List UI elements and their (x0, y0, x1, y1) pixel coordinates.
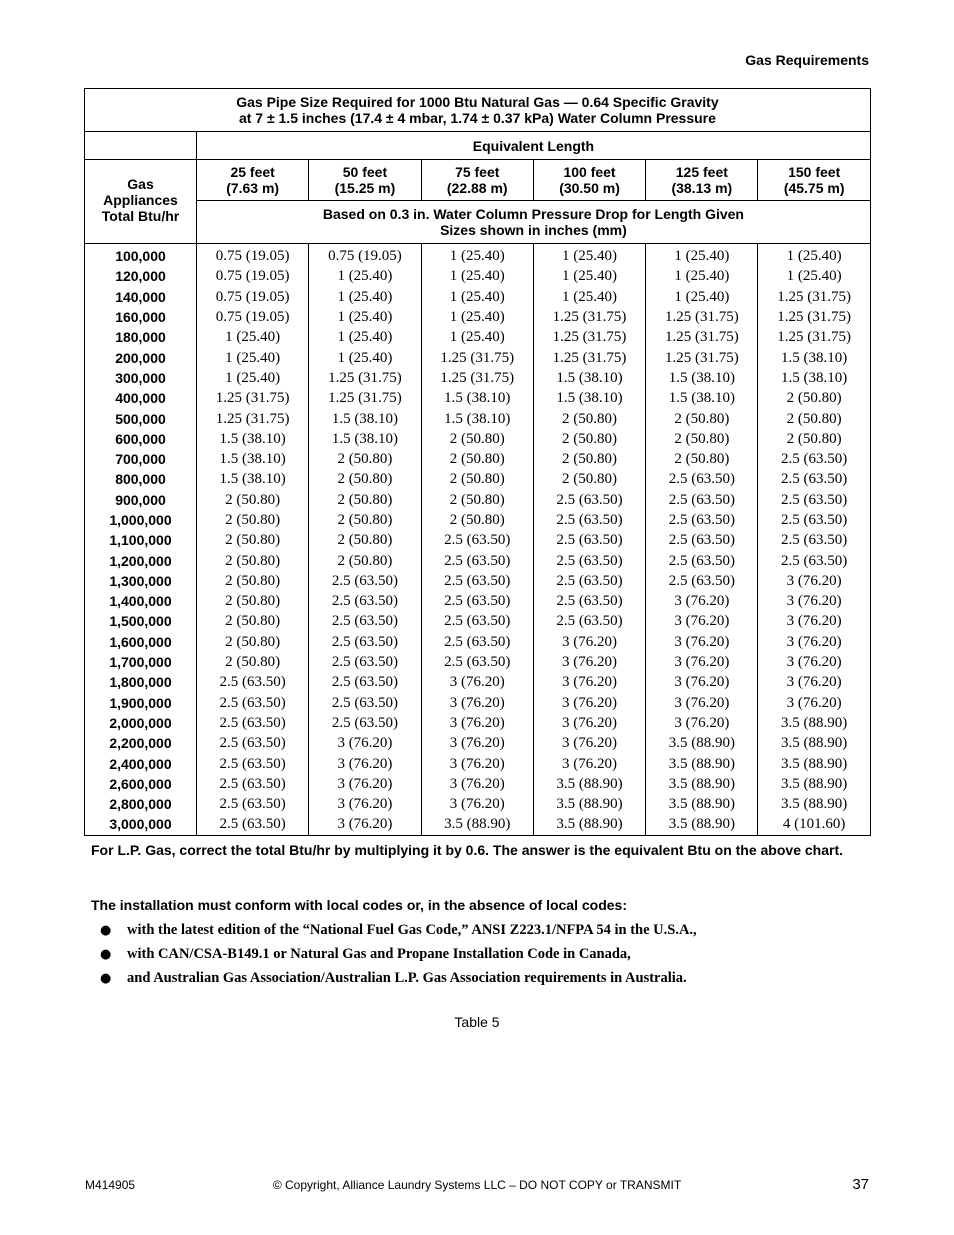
column-header-metric: (7.63 m) (226, 180, 280, 196)
footer-document-id: M414905 (85, 1178, 136, 1192)
pipe-size-cell: 2 (50.80) (758, 429, 870, 449)
row-header-line-2: Appliances (103, 192, 178, 208)
lp-gas-note: For L.P. Gas, correct the total Btu/hr by multiplying it by 0.6. The answer is the equivalent Btu on the above chart. (91, 842, 843, 858)
btu-rating-cell: 1,600,000 (85, 632, 197, 652)
table-row (85, 713, 871, 733)
list-item-text: with the latest edition of the “National Fuel Gas Code,” ANSI Z223.1/NFPA 54 in the U.S.A., (127, 922, 697, 938)
pipe-size-cell: 2.5 (63.50) (758, 490, 870, 510)
pipe-size-cell: 3 (76.20) (309, 774, 421, 794)
btu-rating-cell: 1,500,000 (85, 611, 197, 631)
btu-rating-cell: 1,100,000 (85, 530, 197, 550)
column-header (646, 160, 758, 201)
btu-rating-cell: 2,600,000 (85, 774, 197, 794)
pipe-size-cell: 2 (50.80) (421, 449, 533, 469)
pipe-size-cell: 3 (76.20) (421, 693, 533, 713)
pipe-size-cell: 2 (50.80) (309, 550, 421, 570)
pipe-size-cell: 3.5 (88.90) (646, 774, 758, 794)
pipe-size-cell: 1.25 (31.75) (646, 307, 758, 327)
pipe-size-cell: 3 (76.20) (533, 733, 645, 753)
pipe-size-cell: 3.5 (88.90) (646, 814, 758, 835)
pipe-size-cell: 2 (50.80) (197, 490, 309, 510)
pipe-size-cell: 4 (101.60) (758, 814, 870, 835)
pipe-size-cell: 2.5 (63.50) (309, 713, 421, 733)
table-row (85, 794, 871, 814)
pipe-size-cell: 1 (25.40) (421, 244, 533, 267)
table-row (85, 510, 871, 530)
table-row (85, 814, 871, 835)
pipe-size-cell: 2.5 (63.50) (309, 591, 421, 611)
table-title-line-1: Gas Pipe Size Required for 1000 Btu Natural Gas — 0.64 Specific Gravity (236, 94, 719, 110)
pipe-size-cell: 2 (50.80) (421, 429, 533, 449)
btu-rating-cell: 140,000 (85, 287, 197, 307)
pipe-size-cell: 2.5 (63.50) (309, 672, 421, 692)
btu-rating-cell: 120,000 (85, 266, 197, 286)
pipe-size-cell: 3 (76.20) (421, 753, 533, 773)
pipe-size-cell: 2.5 (63.50) (197, 693, 309, 713)
pipe-size-cell: 1.25 (31.75) (197, 408, 309, 428)
pipe-size-cell: 2.5 (63.50) (309, 652, 421, 672)
pipe-size-cell: 1 (25.40) (197, 347, 309, 367)
pipe-size-cell: 2 (50.80) (197, 571, 309, 591)
pipe-size-cell: 3 (76.20) (421, 794, 533, 814)
pipe-size-cell: 2.5 (63.50) (758, 550, 870, 570)
table-row (85, 307, 871, 327)
pipe-size-cell: 0.75 (19.05) (197, 287, 309, 307)
column-header-length: 75 feet (455, 164, 500, 180)
column-header (421, 160, 533, 201)
pipe-size-cell: 1.25 (31.75) (533, 327, 645, 347)
btu-rating-cell: 600,000 (85, 429, 197, 449)
pipe-size-cell: 3.5 (88.90) (533, 774, 645, 794)
pipe-size-cell: 1.25 (31.75) (646, 327, 758, 347)
pipe-size-cell: 1 (25.40) (533, 244, 645, 267)
pipe-size-cell: 0.75 (19.05) (197, 244, 309, 267)
pipe-size-cell: 2.5 (63.50) (646, 510, 758, 530)
btu-rating-cell: 1,900,000 (85, 693, 197, 713)
table-row (85, 611, 871, 631)
pipe-size-cell: 2 (50.80) (533, 469, 645, 489)
pipe-size-cell: 2.5 (63.50) (758, 510, 870, 530)
pipe-size-cell: 1.25 (31.75) (309, 388, 421, 408)
btu-rating-cell: 300,000 (85, 368, 197, 388)
pipe-size-cell: 1 (25.40) (646, 266, 758, 286)
table-row (85, 347, 871, 367)
btu-rating-cell: 1,800,000 (85, 672, 197, 692)
table-row (85, 327, 871, 347)
pipe-size-cell: 2 (50.80) (197, 530, 309, 550)
pipe-size-cell: 3 (76.20) (533, 693, 645, 713)
pipe-size-cell: 3 (76.20) (646, 632, 758, 652)
pipe-size-cell: 3 (76.20) (758, 611, 870, 631)
pipe-size-cell: 2 (50.80) (758, 408, 870, 428)
pipe-size-cell: 3 (76.20) (421, 713, 533, 733)
code-requirements-list (100, 918, 697, 990)
pipe-size-cell: 3.5 (88.90) (758, 774, 870, 794)
bullet-icon: ● (100, 971, 112, 986)
page-number: 37 (852, 1176, 869, 1193)
table-row (85, 530, 871, 550)
pipe-size-cell: 1.5 (38.10) (309, 408, 421, 428)
pipe-size-cell: 1.25 (31.75) (309, 368, 421, 388)
based-on-line-2: Sizes shown in inches (mm) (440, 222, 627, 238)
pipe-size-cell: 1 (25.40) (309, 287, 421, 307)
pipe-size-cell: 3 (76.20) (646, 591, 758, 611)
pipe-size-cell: 3.5 (88.90) (758, 713, 870, 733)
pipe-size-cell: 2.5 (63.50) (758, 449, 870, 469)
pipe-size-cell: 2 (50.80) (309, 449, 421, 469)
pipe-size-cell: 2 (50.80) (646, 449, 758, 469)
pipe-size-cell: 1 (25.40) (646, 287, 758, 307)
pipe-size-cell: 2 (50.80) (421, 510, 533, 530)
table-caption: Table 5 (454, 1014, 500, 1030)
pipe-size-cell: 2.5 (63.50) (421, 550, 533, 570)
pipe-size-cell: 1 (25.40) (197, 327, 309, 347)
pipe-size-cell: 2.5 (63.50) (533, 530, 645, 550)
pipe-size-cell: 0.75 (19.05) (197, 307, 309, 327)
pipe-size-cell: 1.5 (38.10) (758, 347, 870, 367)
pipe-size-cell: 2.5 (63.50) (533, 510, 645, 530)
pipe-size-cell: 3 (76.20) (421, 672, 533, 692)
footer-copyright: © Copyright, Alliance Laundry Systems LLC – DO NOT COPY or TRANSMIT (272, 1178, 682, 1192)
based-on-note (197, 201, 871, 244)
gas-pipe-size-table (84, 88, 871, 836)
pipe-size-cell: 3 (76.20) (646, 693, 758, 713)
column-header-length: 50 feet (342, 164, 388, 180)
column-header (197, 160, 309, 201)
bullet-icon: ● (100, 923, 112, 938)
pipe-size-cell: 0.75 (19.05) (309, 244, 421, 267)
table-row (85, 693, 871, 713)
column-header-metric: (38.13 m) (671, 180, 733, 196)
pipe-size-cell: 1.25 (31.75) (533, 347, 645, 367)
table-row (85, 469, 871, 489)
table-row (85, 652, 871, 672)
pipe-size-cell: 2.5 (63.50) (309, 571, 421, 591)
pipe-size-cell: 2.5 (63.50) (533, 550, 645, 570)
btu-rating-cell: 800,000 (85, 469, 197, 489)
list-item-text: with CAN/CSA-B149.1 or Natural Gas and Propane Installation Code in Canada, (127, 946, 631, 962)
pipe-size-cell: 3 (76.20) (533, 672, 645, 692)
table-title-line-2: at 7 ± 1.5 inches (17.4 ± 4 mbar, 1.74 ± 0.37 kPa) Water Column Pressure (238, 110, 716, 126)
pipe-size-cell: 2.5 (63.50) (533, 490, 645, 510)
list-item (100, 918, 697, 942)
pipe-size-cell: 1.25 (31.75) (758, 327, 870, 347)
pipe-size-cell: 3 (76.20) (646, 611, 758, 631)
table-body (85, 244, 871, 836)
pipe-size-cell: 2 (50.80) (646, 429, 758, 449)
pipe-size-cell: 2 (50.80) (533, 429, 645, 449)
pipe-size-cell: 2.5 (63.50) (758, 469, 870, 489)
pipe-size-cell: 2.5 (63.50) (197, 713, 309, 733)
pipe-size-cell: 1.25 (31.75) (646, 347, 758, 367)
pipe-size-cell: 2.5 (63.50) (197, 672, 309, 692)
pipe-size-cell: 1 (25.40) (758, 266, 870, 286)
btu-rating-cell: 1,000,000 (85, 510, 197, 530)
based-on-line-1: Based on 0.3 in. Water Column Pressure Drop for Length Given (322, 206, 744, 222)
blank-corner (85, 132, 197, 160)
pipe-size-cell: 1.25 (31.75) (197, 388, 309, 408)
pipe-size-cell: 3 (76.20) (421, 774, 533, 794)
pipe-size-cell: 1.5 (38.10) (197, 469, 309, 489)
pipe-size-cell: 1 (25.40) (533, 287, 645, 307)
pipe-size-cell: 3 (76.20) (309, 794, 421, 814)
pipe-size-cell: 2 (50.80) (309, 490, 421, 510)
table-row (85, 287, 871, 307)
pipe-size-cell: 2 (50.80) (758, 388, 870, 408)
equivalent-length-header: Equivalent Length (197, 132, 871, 160)
column-header-metric: (45.75 m) (783, 180, 845, 196)
pipe-size-cell: 2 (50.80) (197, 550, 309, 570)
pipe-size-cell: 1 (25.40) (421, 307, 533, 327)
pipe-size-cell: 1.5 (38.10) (758, 368, 870, 388)
pipe-size-cell: 3 (76.20) (421, 733, 533, 753)
table-row (85, 408, 871, 428)
btu-rating-cell: 700,000 (85, 449, 197, 469)
pipe-size-cell: 1 (25.40) (421, 266, 533, 286)
row-header-line-3: Total Btu/hr (101, 208, 180, 224)
pipe-size-cell: 1.5 (38.10) (197, 449, 309, 469)
pipe-size-cell: 2 (50.80) (309, 469, 421, 489)
pipe-size-cell: 2.5 (63.50) (646, 571, 758, 591)
pipe-size-cell: 3 (76.20) (758, 672, 870, 692)
btu-rating-cell: 3,000,000 (85, 814, 197, 835)
pipe-size-cell: 3.5 (88.90) (646, 753, 758, 773)
pipe-size-cell: 3.5 (88.90) (533, 794, 645, 814)
pipe-size-cell: 2 (50.80) (309, 530, 421, 550)
pipe-size-cell: 2 (50.80) (533, 408, 645, 428)
pipe-size-cell: 2.5 (63.50) (646, 550, 758, 570)
table-row (85, 733, 871, 753)
pipe-size-cell: 3 (76.20) (309, 814, 421, 835)
btu-rating-cell: 2,400,000 (85, 753, 197, 773)
pipe-size-cell: 2.5 (63.50) (309, 611, 421, 631)
pipe-size-cell: 1.5 (38.10) (421, 408, 533, 428)
pipe-size-cell: 3 (76.20) (646, 713, 758, 733)
btu-rating-cell: 1,700,000 (85, 652, 197, 672)
pipe-size-cell: 3 (76.20) (646, 652, 758, 672)
section-header: Gas Requirements (745, 52, 869, 68)
btu-rating-cell: 200,000 (85, 347, 197, 367)
pipe-size-cell: 2.5 (63.50) (421, 652, 533, 672)
btu-rating-cell: 2,800,000 (85, 794, 197, 814)
pipe-size-cell: 1.5 (38.10) (533, 388, 645, 408)
pipe-size-cell: 2 (50.80) (533, 449, 645, 469)
pipe-size-cell: 2.5 (63.50) (646, 469, 758, 489)
pipe-size-cell: 3.5 (88.90) (758, 753, 870, 773)
pipe-size-cell: 1.25 (31.75) (421, 347, 533, 367)
btu-rating-cell: 2,200,000 (85, 733, 197, 753)
pipe-size-cell: 3.5 (88.90) (758, 794, 870, 814)
pipe-size-cell: 2.5 (63.50) (421, 571, 533, 591)
pipe-size-cell: 1 (25.40) (197, 368, 309, 388)
pipe-size-cell: 3.5 (88.90) (646, 794, 758, 814)
pipe-size-cell: 3 (76.20) (533, 753, 645, 773)
column-header-length: 125 feet (675, 164, 728, 180)
pipe-size-cell: 2.5 (63.50) (533, 611, 645, 631)
pipe-size-cell: 0.75 (19.05) (197, 266, 309, 286)
btu-rating-cell: 180,000 (85, 327, 197, 347)
pipe-size-cell: 3 (76.20) (758, 571, 870, 591)
pipe-size-cell: 3 (76.20) (758, 693, 870, 713)
pipe-size-cell: 2 (50.80) (197, 510, 309, 530)
column-header-metric: (22.88 m) (446, 180, 508, 196)
pipe-size-cell: 2 (50.80) (421, 490, 533, 510)
pipe-size-cell: 1.25 (31.75) (758, 287, 870, 307)
pipe-size-cell: 2.5 (63.50) (758, 530, 870, 550)
pipe-size-cell: 3 (76.20) (533, 632, 645, 652)
pipe-size-cell: 3.5 (88.90) (533, 814, 645, 835)
pipe-size-cell: 2 (50.80) (309, 510, 421, 530)
pipe-size-cell: 2.5 (63.50) (309, 632, 421, 652)
pipe-size-cell: 3 (76.20) (758, 591, 870, 611)
pipe-size-cell: 2.5 (63.50) (197, 753, 309, 773)
pipe-size-cell: 1.25 (31.75) (758, 307, 870, 327)
column-header (309, 160, 421, 201)
pipe-size-cell: 3.5 (88.90) (421, 814, 533, 835)
pipe-size-cell: 1 (25.40) (758, 244, 870, 267)
table-row (85, 266, 871, 286)
table-row (85, 429, 871, 449)
pipe-size-cell: 2.5 (63.50) (197, 814, 309, 835)
btu-rating-cell: 1,300,000 (85, 571, 197, 591)
list-item (100, 966, 697, 990)
pipe-size-cell: 2.5 (63.50) (533, 591, 645, 611)
pipe-size-cell: 2.5 (63.50) (533, 571, 645, 591)
pipe-size-cell: 1 (25.40) (421, 287, 533, 307)
btu-rating-cell: 1,200,000 (85, 550, 197, 570)
pipe-size-cell: 3.5 (88.90) (758, 733, 870, 753)
table-row (85, 368, 871, 388)
column-header-length: 100 feet (563, 164, 616, 180)
btu-rating-cell: 1,400,000 (85, 591, 197, 611)
pipe-size-cell: 3 (76.20) (309, 753, 421, 773)
pipe-size-cell: 2.5 (63.50) (421, 530, 533, 550)
pipe-size-cell: 2 (50.80) (197, 611, 309, 631)
column-header-metric: (15.25 m) (334, 180, 396, 196)
table-row (85, 449, 871, 469)
table-row (85, 774, 871, 794)
table-row (85, 632, 871, 652)
pipe-size-cell: 2.5 (63.50) (646, 490, 758, 510)
pipe-size-cell: 1.25 (31.75) (533, 307, 645, 327)
column-header-length: 25 feet (230, 164, 275, 180)
table-row (85, 490, 871, 510)
pipe-size-cell: 2 (50.80) (646, 408, 758, 428)
pipe-size-cell: 3.5 (88.90) (646, 733, 758, 753)
pipe-size-cell: 2.5 (63.50) (421, 591, 533, 611)
pipe-size-cell: 2 (50.80) (421, 469, 533, 489)
column-header (533, 160, 645, 201)
table-row (85, 244, 871, 267)
pipe-size-cell: 2.5 (63.50) (646, 530, 758, 550)
list-item-text: and Australian Gas Association/Australian L.P. Gas Association requirements in Australia. (127, 970, 687, 986)
pipe-size-cell: 3 (76.20) (533, 652, 645, 672)
btu-rating-cell: 2,000,000 (85, 713, 197, 733)
btu-rating-cell: 500,000 (85, 408, 197, 428)
pipe-size-cell: 2.5 (63.50) (421, 611, 533, 631)
btu-rating-cell: 100,000 (85, 244, 197, 267)
table-row (85, 388, 871, 408)
column-header (758, 160, 870, 201)
table-title (85, 89, 871, 132)
pipe-size-cell: 3 (76.20) (758, 632, 870, 652)
row-header-label (85, 160, 197, 244)
table-row (85, 672, 871, 692)
pipe-size-cell: 1.25 (31.75) (421, 368, 533, 388)
pipe-size-cell: 1 (25.40) (309, 307, 421, 327)
list-item (100, 942, 697, 966)
bullet-icon: ● (100, 947, 112, 962)
pipe-size-cell: 1.5 (38.10) (533, 368, 645, 388)
btu-rating-cell: 900,000 (85, 490, 197, 510)
pipe-size-cell: 1 (25.40) (533, 266, 645, 286)
pipe-size-cell: 3 (76.20) (646, 672, 758, 692)
column-header-metric: (30.50 m) (559, 180, 620, 196)
pipe-size-cell: 1.5 (38.10) (646, 388, 758, 408)
pipe-size-cell: 1.5 (38.10) (421, 388, 533, 408)
column-header-length: 150 feet (788, 164, 841, 180)
table-row (85, 591, 871, 611)
btu-rating-cell: 400,000 (85, 388, 197, 408)
table-row (85, 571, 871, 591)
pipe-size-cell: 2 (50.80) (197, 591, 309, 611)
pipe-size-cell: 1.5 (38.10) (646, 368, 758, 388)
pipe-size-cell: 1 (25.40) (309, 266, 421, 286)
pipe-size-cell: 2 (50.80) (197, 652, 309, 672)
pipe-size-cell: 2 (50.80) (197, 632, 309, 652)
pipe-size-cell: 2.5 (63.50) (197, 733, 309, 753)
pipe-size-cell: 1.5 (38.10) (197, 429, 309, 449)
pipe-size-cell: 2.5 (63.50) (197, 774, 309, 794)
btu-rating-cell: 160,000 (85, 307, 197, 327)
pipe-size-cell: 1 (25.40) (646, 244, 758, 267)
pipe-size-cell: 2.5 (63.50) (197, 794, 309, 814)
pipe-size-cell: 3 (76.20) (758, 652, 870, 672)
pipe-size-cell: 1 (25.40) (309, 347, 421, 367)
table-row (85, 753, 871, 773)
pipe-size-cell: 1 (25.40) (309, 327, 421, 347)
table-row (85, 550, 871, 570)
installation-intro: The installation must conform with local codes or, in the absence of local codes: (91, 897, 627, 913)
pipe-size-cell: 1 (25.40) (421, 327, 533, 347)
row-header-line-1: Gas (127, 176, 154, 192)
pipe-size-cell: 2.5 (63.50) (309, 693, 421, 713)
pipe-size-cell: 3 (76.20) (533, 713, 645, 733)
pipe-size-cell: 1.5 (38.10) (309, 429, 421, 449)
pipe-size-cell: 2.5 (63.50) (421, 632, 533, 652)
pipe-size-cell: 3 (76.20) (309, 733, 421, 753)
